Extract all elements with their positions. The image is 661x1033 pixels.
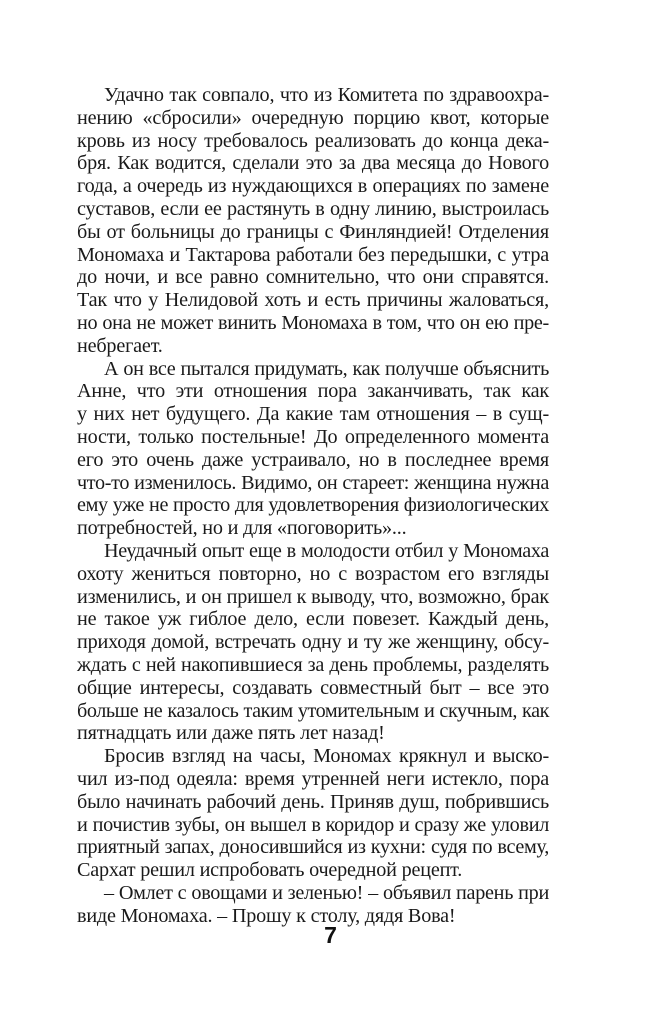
text-line: Сархат решил испробовать очередной рецепт. bbox=[77, 859, 463, 882]
text-line: ности, только постельные! До определенного момента bbox=[77, 425, 549, 448]
text-line: приятный запах, доносившийся из кухни: судя по всему, bbox=[77, 836, 549, 859]
text-line: Анне, что эти отношения пора заканчивать, так как bbox=[77, 380, 549, 403]
text-line: Так что у Нелидовой хоть и есть причины жаловаться, bbox=[77, 289, 549, 312]
text-line: не такое уж гиблое дело, если повезет. Каждый день, bbox=[77, 608, 549, 631]
text-line: было начинать рабочий день. Приняв душ, побрившись bbox=[77, 790, 549, 813]
text-line: Мономаха и Тактарова работали без передышки, с утра bbox=[77, 243, 549, 266]
text-line: бы от больницы до границы с Финляндией! Отделения bbox=[77, 220, 549, 243]
text-line: но она не может винить Мономаха в том, что он ею пре- bbox=[77, 311, 549, 334]
text-line: Бросив взгляд на часы, Мономах крякнул и выско- bbox=[104, 745, 549, 768]
text-line: года, а очередь из нуждающихся в операциях по замене bbox=[77, 175, 549, 198]
text-line: изменились, и он пришел к выводу, что, возможно, брак bbox=[77, 585, 549, 608]
text-line: виде Мономаха. – Прошу к столу, дядя Вова! bbox=[77, 904, 456, 927]
text-line: потребностей, но и для «поговорить»... bbox=[77, 517, 407, 540]
text-line: нению «сбросили» очередную порцию квот, которые bbox=[77, 106, 549, 129]
text-line: что-то изменилось. Видимо, он стареет: женщина нужна bbox=[77, 471, 549, 494]
text-line: – Омлет с овощами и зеленью! – объявил парень при bbox=[104, 881, 549, 904]
text-line: у них нет будущего. Да какие там отношения – в сущ- bbox=[77, 403, 549, 426]
text-line: ждать с ней накопившиеся за день проблемы, разделять bbox=[77, 653, 549, 676]
text-line: ему уже не просто для удовлетворения физиологических bbox=[77, 494, 549, 517]
text-line: небрегает. bbox=[77, 334, 163, 357]
text-line: бря. Как водится, сделали это за два месяца до Нового bbox=[77, 152, 549, 175]
text-line: и почистив зубы, он вышел в коридор и сразу же уловил bbox=[77, 813, 549, 836]
text-line: больше не казалось таким утомительным и скучным, как bbox=[77, 699, 549, 722]
text-line: приходя домой, встречать одну и ту же женщину, обсу- bbox=[77, 631, 549, 654]
text-line: А он все пытался придумать, как получше объяснить bbox=[104, 357, 549, 380]
text-line: общие интересы, создавать совместный быт – все это bbox=[77, 676, 549, 699]
body-text bbox=[77, 84, 549, 927]
page-number: 7 bbox=[324, 922, 337, 948]
text-line: суставов, если ее растянуть в одну линию, выстроилась bbox=[77, 197, 549, 220]
text-line: охоту жениться повторно, но с возрастом его взгляды bbox=[77, 562, 549, 585]
text-line: до ночи, и все равно сомнительно, что они справятся. bbox=[77, 266, 549, 289]
text-line: его это очень даже устраивало, но в последнее время bbox=[77, 448, 549, 471]
text-line: кровь из носу требовалось реализовать до конца дека- bbox=[77, 129, 549, 152]
text-line: пятнадцать или даже пять лет назад! bbox=[77, 722, 385, 745]
text-line: чил из-под одеяла: время утренней неги истекло, пора bbox=[77, 767, 549, 790]
text-line: Удачно так совпало, что из Комитета по здравоохра- bbox=[104, 84, 549, 106]
text-line: Неудачный опыт еще в молодости отбил у Мономаха bbox=[104, 539, 549, 562]
